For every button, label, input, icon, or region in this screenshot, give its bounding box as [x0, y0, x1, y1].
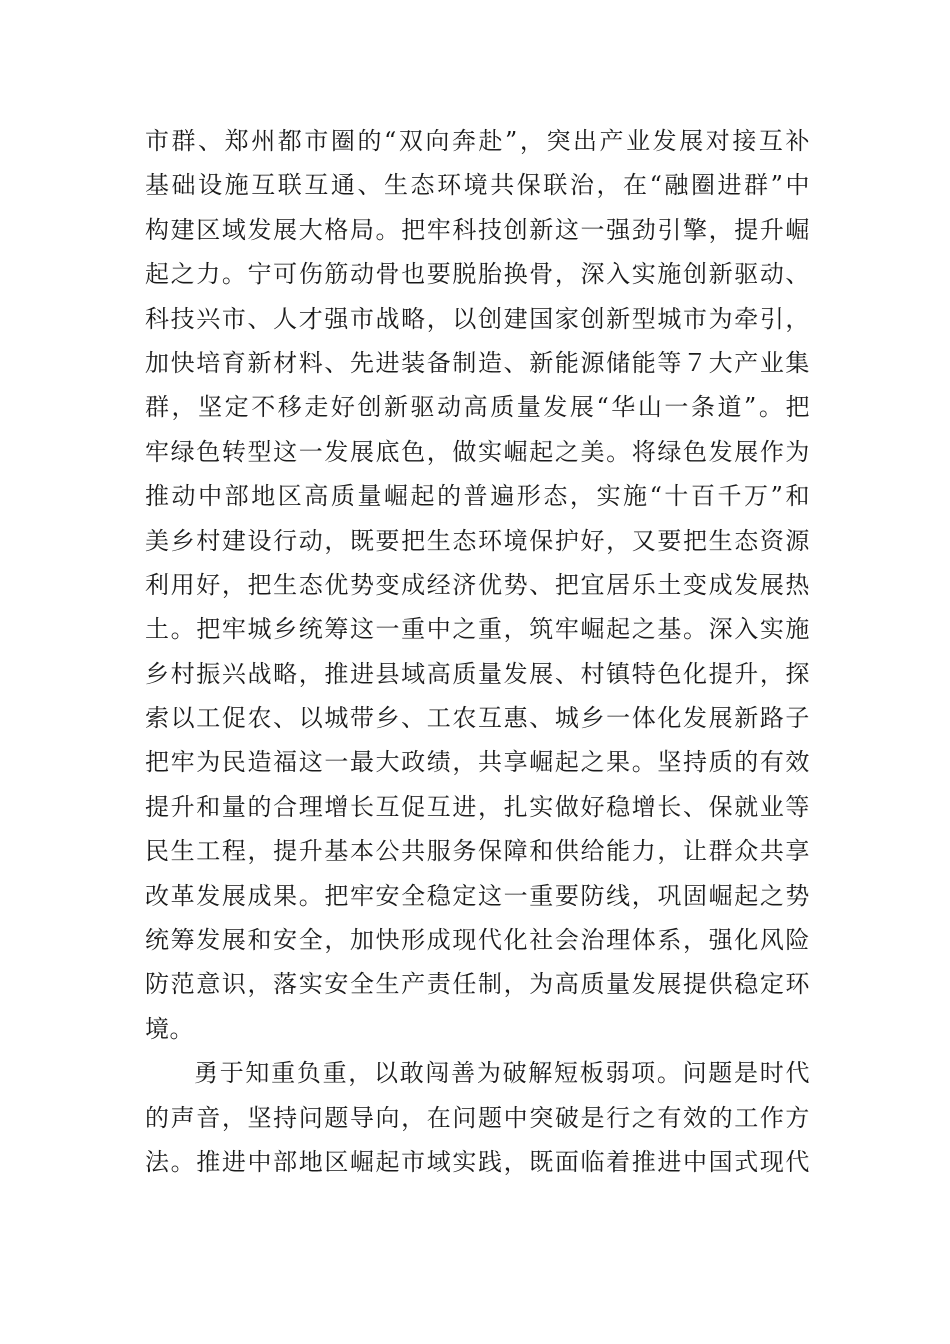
text-line: 法。推进中部地区崛起市域实践，既面临着推进中国式现代 [145, 1147, 810, 1176]
text-line: 提升和量的合理增长互促互进，扎实做好稳增长、保就业等 [145, 792, 810, 821]
text-line: 土。把牢城乡统筹这一重中之重，筑牢崛起之基。深入实施 [145, 615, 810, 644]
paragraph-1 [145, 119, 810, 1051]
text-line: 利用好，把生态优势变成经济优势、把宜居乐土变成发展热 [145, 570, 810, 599]
text-line: 统筹发展和安全，加快形成现代化社会治理体系，强化风险 [145, 926, 810, 955]
text-line: 加快培育新材料、先进装备制造、新能源储能等７大产业集 [145, 348, 810, 377]
body-text [145, 119, 810, 1184]
text-line: 构建区域发展大格局。把牢科技创新这一强劲引擎，提升崛 [145, 215, 810, 244]
text-line: 乡村振兴战略，推进县域高质量发展、村镇特色化提升，探 [145, 659, 810, 688]
text-line: 牢绿色转型这一发展底色，做实崛起之美。将绿色发展作为 [145, 437, 810, 466]
text-line: 索以工促农、以城带乡、工农互惠、城乡一体化发展新路子 [145, 704, 810, 733]
text-line: 把牢为民造福这一最大政绩，共享崛起之果。坚持质的有效 [145, 748, 810, 777]
text-line: 科技兴市、人才强市战略，以创建国家创新型城市为牵引， [145, 304, 810, 333]
text-line: 推动中部地区高质量崛起的普遍形态，实施“十百千万”和 [145, 482, 810, 511]
text-line: 防范意识，落实安全生产责任制，为高质量发展提供稳定环 [145, 970, 810, 999]
paragraph-2 [145, 1051, 810, 1184]
text-line: 民生工程，提升基本公共服务保障和供给能力，让群众共享 [145, 837, 810, 866]
text-line: 起之力。宁可伤筋动骨也要脱胎换骨，深入实施创新驱动、 [145, 260, 810, 289]
text-line: 市群、郑州都市圈的“双向奔赴”，突出产业发展对接互补 [145, 127, 810, 155]
text-line: 境。 [145, 1014, 195, 1043]
text-line: 美乡村建设行动，既要把生态环境保护好，又要把生态资源 [145, 526, 810, 555]
text-line: 勇于知重负重，以敢闯善为破解短板弱项。问题是时代 [194, 1059, 810, 1088]
text-line: 群，坚定不移走好创新驱动高质量发展“华山一条道”。把 [145, 393, 810, 422]
text-line: 改革发展成果。把牢安全稳定这一重要防线，巩固崛起之势 [145, 881, 810, 910]
text-line: 的声音，坚持问题导向，在问题中突破是行之有效的工作方 [145, 1103, 810, 1132]
text-line: 基础设施互联互通、生态环境共保联治，在“融圈进群”中 [145, 171, 810, 200]
